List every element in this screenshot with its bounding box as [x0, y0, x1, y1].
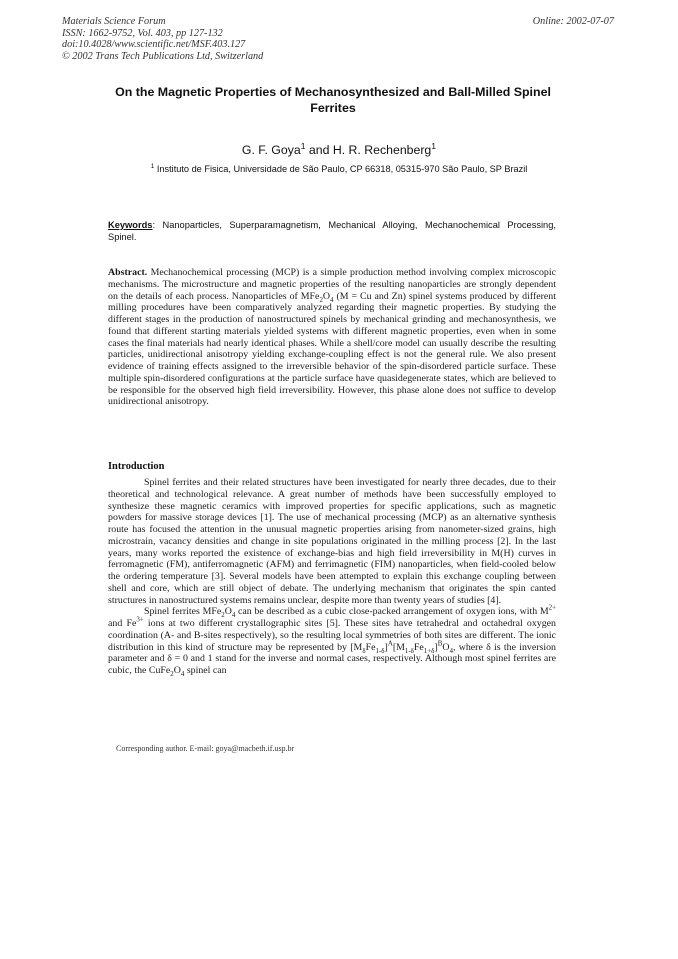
paragraph-text: O	[224, 606, 232, 618]
affiliation-mark: 1	[300, 140, 306, 151]
abstract-block	[108, 267, 556, 408]
abstract-text: Mechanochemical processing (MCP) is a simple production method involving complex microscopic mechanisms. The microstructure and magnetic properties of the resulting nanoparticles are strongly dependent on the details of each process. Nanoparticles of MFe	[108, 267, 556, 302]
section-heading-introduction: Introduction	[108, 461, 165, 472]
formula-superscript: B	[437, 640, 443, 648]
paragraph-text: Fe	[365, 641, 376, 653]
formula-subscript: 2	[221, 612, 225, 620]
formula-subscript: δ	[362, 647, 366, 655]
author-conjunction: and	[305, 143, 333, 157]
paragraph-text: ]	[434, 641, 438, 653]
formula-subscript: 2	[170, 670, 174, 678]
formula-subscript: 1-δ	[375, 647, 385, 655]
formula-subscript: 4	[231, 612, 236, 620]
keywords-text: : Nanoparticles, Superparamagnetism, Mechanical Alloying, Mechanochemical Processing, Spinel.	[108, 220, 556, 242]
abstract-text-cont: (M = Cu and Zn) spinel systems produced by different milling procedures have been comparatively analyzed regarding their magnetic properties. By studying the different stages in the production of nanostructured spinels by mechanical grinding and mechanosynthesis, we found that different starting materials yielded systems with different magnetic properties, even when in some cases the final materials had nearly identical phases. While a shell/core model can usually describe the resulting particles, unidirectional anisotropy yielding exchange-coupling effect is not the general rule. We also present evidence of training effects assigned to the irreversible behavior of the spin-disordered particle surface. These multiple spin-disordered configurations at the particle surface have quasidegenerate states, which are believed to be responsible for the observed high field irreversibility. However, this phase alone does not suffice to develop unidirectional anisotropy.	[108, 290, 556, 408]
paragraph-text: O	[173, 665, 181, 676]
paragraph-text: Spinel ferrites MFe	[144, 606, 222, 618]
author-line	[0, 140, 678, 157]
formula-subscript: 4	[180, 670, 185, 678]
journal-metadata	[62, 16, 263, 62]
paragraph-text: , where δ is the inversion parameter and δ = 0 and 1 stand for the inverse and normal cases, respectively. Although most spinel ferrites are cubic, the CuFe	[108, 641, 556, 676]
paper-title: On the Magnetic Properties of Mechanosynthesized and Ball-Milled Spinel Ferrites	[115, 85, 551, 115]
keywords-label: Keywords	[108, 220, 153, 230]
copyright-line: © 2002 Trans Tech Publications Ltd, Switzerland	[62, 50, 264, 62]
journal-name: Materials Science Forum	[62, 16, 166, 27]
abstract-label: Abstract.	[108, 267, 148, 278]
affiliation-text: Instituto de Fisica, Universidade de São Paulo, CP 66318, 05315-970 São Paulo, SP Brazil	[156, 164, 528, 174]
formula-text: O	[322, 290, 331, 302]
formula-subscript: 4	[449, 647, 453, 655]
intro-paragraph-2	[108, 606, 556, 677]
formula-subscript: 1-δ	[404, 647, 414, 655]
formula-subscript: 1+δ	[423, 647, 435, 655]
formula-subscript: 4	[330, 296, 334, 304]
formula-superscript: A	[387, 640, 393, 648]
author-goya: G. F. Goya	[241, 143, 301, 157]
paragraph-text: ions at two different crystallographic sites [5]. These sites have tetrahedral and octahedral oxygen coordination (A- and B-sites respectively), so the resulting local symmetries of both sites are different. The ionic distribution in this kind of structure may be represented by [M	[108, 618, 556, 653]
introduction-body	[108, 477, 556, 677]
corresponding-author-footnote: Corresponding author. E-mail: goya@macbeth.if.usp.br	[116, 744, 295, 753]
paragraph-text: O	[442, 641, 450, 653]
doi-link[interactable]: doi:10.4028/www.scientific.net/MSF.403.127	[62, 39, 246, 51]
paragraph-text: [M	[392, 641, 405, 653]
paragraph-text: can be described as a cubic close-packed arrangement of oxygen ions, with M	[235, 606, 549, 618]
author-rechenberg: H. R. Rechenberg	[332, 143, 432, 157]
paragraph-text: Fe	[413, 641, 424, 653]
online-date: Online: 2002-07-07	[532, 16, 614, 27]
paragraph-text: spinel can	[184, 665, 227, 676]
affiliation-number: 1	[150, 162, 155, 170]
affiliation	[0, 164, 678, 174]
formula-superscript: 2+	[548, 604, 556, 612]
formula-superscript: 3+	[136, 616, 144, 624]
formula-subscript: 2	[319, 296, 323, 304]
paragraph-text: ]	[384, 641, 388, 653]
issn-line: ISSN: 1662-9752, Vol. 403, pp 127-132	[62, 27, 223, 39]
keywords-block	[108, 219, 556, 243]
affiliation-mark: 1	[431, 140, 437, 151]
paragraph-text: and Fe	[108, 618, 137, 629]
intro-paragraph-1: Spinel ferrites and their related structures have been investigated for nearly three decades, due to their theoretical and technological relevance. A great number of methods have been successfully employed to synthesize these magnetic ceramics with improved properties for specific applications, such as magnetic powders for massive storage devices [1]. The use of mechanical processing (MCP) as an alternative synthesis route has focused the attention in the unusual magnetic properties arising from nanometer-sized grains, high microstrain, vacancy densities and change in site populations originated in the milling process [2]. In the last years, many works reported the existence of exchange-bias and high field irreversibility in M(H) curves in ferromagnetic (FM), antiferromagnetic (AFM) and ferrimagnetic (FIM) nanoparticles, when field-cooled below the ordering temperature [3]. Several models have been attempted to explain this exchange coupling between shell and core, which are still object of debate. The underlying mechanism that originates the spin canted structures in nanostructured systems remains unclear, despite more than twenty years of studies [4].	[108, 477, 556, 606]
